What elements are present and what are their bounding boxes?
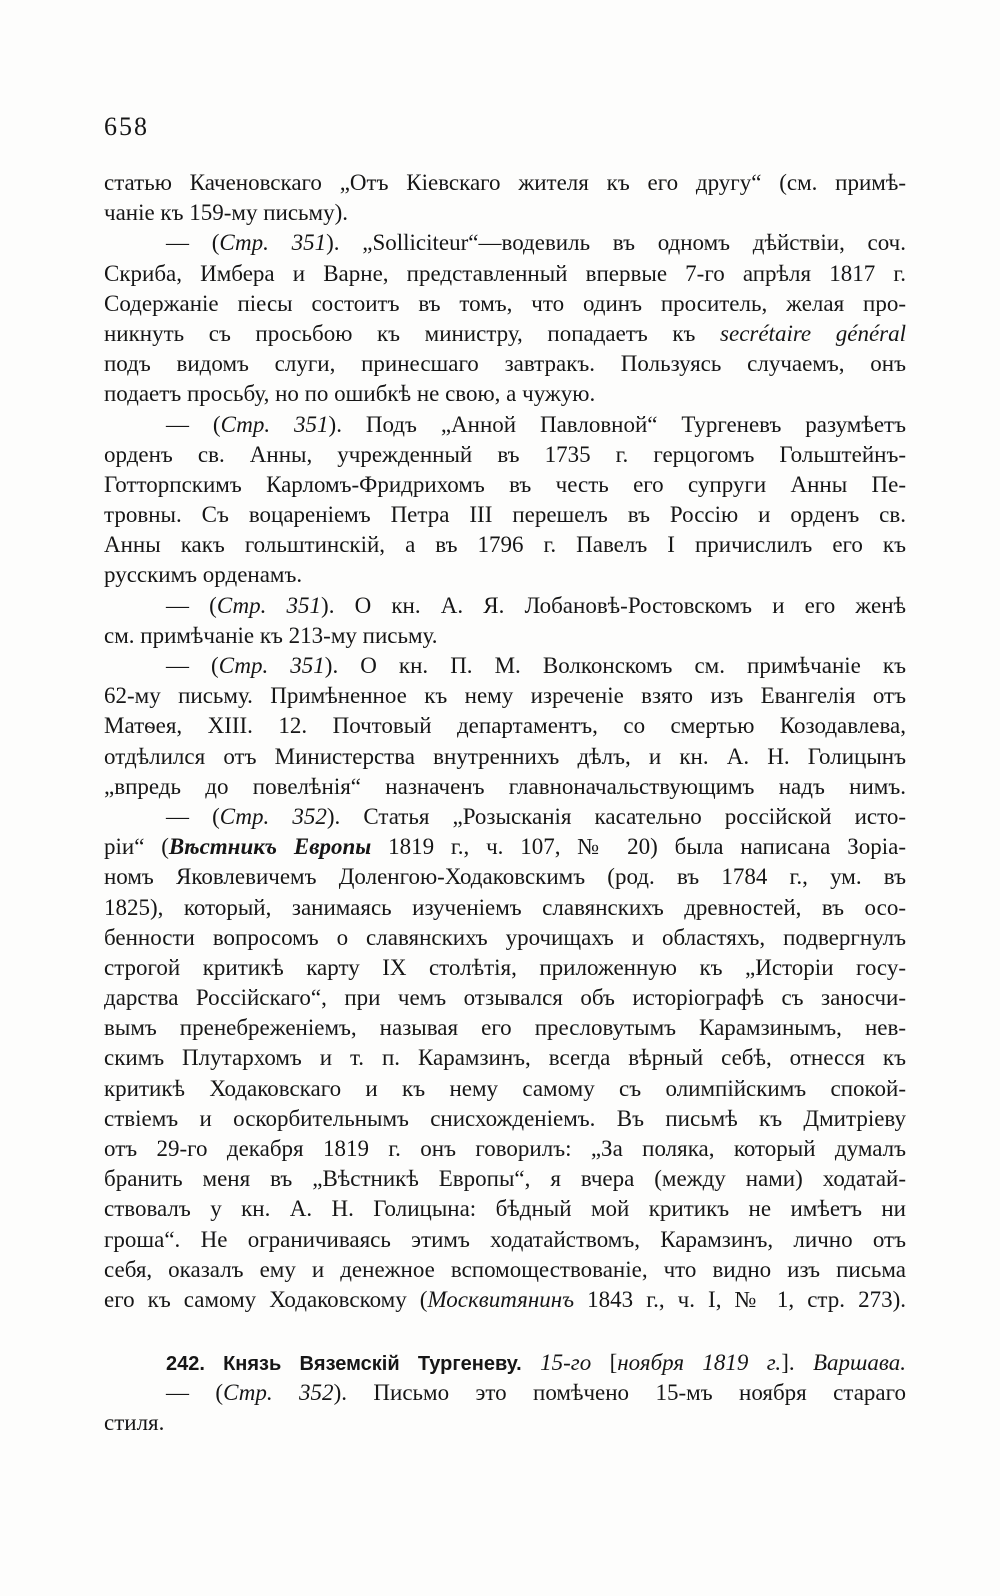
line-text: ріи“ ( xyxy=(104,834,169,860)
line-text: ствовалъ у кн. А. Н. Голицына: бѣдный мой критикъ не имѣетъ ни xyxy=(104,1196,906,1222)
journal-title: Москвитянинъ xyxy=(427,1286,575,1312)
line-text: критикѣ Ходаковскаго и къ нему самому съ олимпійскимъ спокой- xyxy=(104,1075,906,1101)
text-line xyxy=(104,1378,906,1408)
line-text: 62-му письму. Примѣненное къ нему изреченіе взято изъ Евангелія отъ xyxy=(104,683,906,709)
letter-place: Варшава. xyxy=(812,1349,906,1375)
text-line xyxy=(104,1104,906,1134)
text-line xyxy=(104,410,906,440)
line-text: 1819 г., ч. 107, № 20) была написана Зоріа- xyxy=(371,834,906,860)
line-text: — ( xyxy=(166,411,221,437)
line-text: статью Каченовскаго „Отъ Кіевскаго жителя къ его другу“ (см. примѣ- xyxy=(104,170,906,195)
line-text: чаніе къ 159-му письму). xyxy=(104,200,348,226)
line-text: его къ самому Ходаковскому ( xyxy=(104,1286,428,1312)
text-line xyxy=(104,319,906,349)
line-text: Матѳея, XIII. 12. Почтовый департаментъ, со смертью Козодавлева, xyxy=(104,713,906,739)
text-line xyxy=(104,651,906,681)
text-line xyxy=(104,1013,906,1043)
text-line xyxy=(104,1225,906,1255)
line-text: русскимъ орденамъ. xyxy=(104,562,303,588)
text-line xyxy=(104,500,906,530)
page-reference: Стр. 351 xyxy=(216,592,322,618)
line-text: строгой критикѣ карту IX столѣтія, приложенную къ „Исторіи госу- xyxy=(104,954,906,980)
line-text: Анны какъ гольштинскій, а въ 1796 г. Павелъ I причислилъ его къ xyxy=(104,532,906,558)
line-text: Скриба, Имбера и Варне, представленный впервые 7-го апрѣля 1817 г. xyxy=(104,260,906,286)
line-text: [ xyxy=(591,1349,618,1375)
page-reference: Стр. 352 xyxy=(223,1379,334,1405)
line-text: — ( xyxy=(166,592,217,618)
line-text: орденъ св. Анны, учрежденный въ 1735 г. герцогомъ Гольштейнъ- xyxy=(104,441,906,467)
line-text: ). О кн. П. М. Волконскомъ см. примѣчаніе къ xyxy=(324,653,906,678)
text-line xyxy=(104,1134,906,1164)
line-text: ). Подъ „Анной Павловной“ Тургеневъ разумѣетъ xyxy=(328,411,906,437)
page-number: 658 xyxy=(104,112,149,141)
text-line xyxy=(104,621,906,651)
letter-date: ноября 1819 г. xyxy=(617,1349,782,1375)
text-line xyxy=(104,953,906,983)
line-text: ). О кн. А. Я. Лобановѣ-Ростовскомъ и его женѣ xyxy=(321,592,906,618)
text-line xyxy=(104,1043,906,1073)
text-line xyxy=(104,862,906,892)
line-text: себя, оказалъ ему и денежное вспомоществованіе, что видно изъ письма xyxy=(104,1256,906,1282)
line-text: ). Статья „Розысканія касательно россійской исто- xyxy=(326,803,906,829)
line-text: см. примѣчаніе къ 213-му письму. xyxy=(104,622,438,648)
page-reference: Стр. 352 xyxy=(219,803,327,829)
text-line xyxy=(104,349,906,379)
line-text: — ( xyxy=(166,230,220,256)
text-line xyxy=(104,379,906,409)
letter-heading xyxy=(104,1348,906,1378)
line-text: ). „Solliciteur“—водевиль въ одномъ дѣйствіи, соч. xyxy=(326,230,906,256)
text-line xyxy=(104,923,906,953)
text-line xyxy=(104,832,906,862)
line-text: 1843 г., ч. I, № 1, стр. 273). xyxy=(574,1286,906,1312)
text-line xyxy=(104,440,906,470)
text-line xyxy=(104,681,906,711)
text-line xyxy=(104,530,906,560)
foreign-phrase: secrétaire général xyxy=(720,320,906,346)
line-text: Содержаніе піесы состоитъ въ томъ, что одинъ проситель, желая про- xyxy=(104,290,906,316)
line-text: — ( xyxy=(166,1379,224,1405)
text-line xyxy=(104,228,906,258)
line-text: гроша“. Не ограничиваясь этимъ ходатайствомъ, Карамзинъ, лично отъ xyxy=(104,1226,906,1252)
line-text: бранить меня въ „Вѣстникѣ Европы“, я вчера (между нами) ходатай- xyxy=(104,1166,906,1192)
text-line xyxy=(104,893,906,923)
text-line xyxy=(104,1255,906,1285)
text-line xyxy=(104,1408,906,1438)
line-text: 1825), который, занимаясь изученіемъ славянскихъ древностей, въ осо- xyxy=(104,894,906,920)
line-text: никнуть съ просьбою къ министру, попадаетъ къ xyxy=(104,320,721,346)
line-text: бенности вопросомъ о славянскихъ урочищахъ и областяхъ, подвергнулъ xyxy=(104,924,906,950)
line-text: дарства Россійскаго“, при чемъ отзывался объ исторіографѣ съ заносчи- xyxy=(104,985,906,1011)
line-text: ]. xyxy=(781,1349,813,1375)
text-line xyxy=(104,1164,906,1194)
text-line xyxy=(104,470,906,500)
line-text: ствіемъ и оскорбительнымъ снисхожденіемъ. Въ письмѣ къ Дмитріеву xyxy=(104,1105,906,1131)
text-line xyxy=(104,802,906,832)
text-line xyxy=(104,168,906,198)
text-line xyxy=(104,560,906,590)
text-line xyxy=(104,772,906,802)
text-line xyxy=(104,983,906,1013)
letter-title: 242. Князь Вяземскій Тургеневу. xyxy=(166,1352,522,1375)
line-text: стиля. xyxy=(104,1409,165,1435)
line-text: номъ Яковлевичемъ Доленгою-Ходаковскимъ (род. въ 1784 г., ум. въ xyxy=(104,864,906,890)
text-line xyxy=(104,591,906,621)
line-text: ). Письмо это помѣчено 15-мъ ноября стараго xyxy=(333,1379,906,1405)
text-line xyxy=(104,711,906,741)
page-reference: Стр. 351 xyxy=(219,230,327,256)
line-text: „впредь до повелѣнія“ назначенъ главноначальствующимъ надъ нимъ. xyxy=(104,773,906,799)
line-text: — ( xyxy=(166,803,220,829)
text-line xyxy=(104,1074,906,1104)
line-text: Готторпскимъ Карломъ-Фридрихомъ въ честь его супруги Анны Пе- xyxy=(104,471,906,497)
text-line xyxy=(104,198,906,228)
text-line xyxy=(104,1285,906,1315)
line-text: подаетъ просьбу, но по ошибкѣ не свою, а чужую. xyxy=(104,381,596,407)
line-text: отдѣлился отъ Министерства внутреннихъ дѣлъ, и кн. А. Н. Голицынъ xyxy=(104,743,906,769)
text-line xyxy=(104,1194,906,1224)
line-text: вымъ пренебреженіемъ, называя его пресловутымъ Карамзинымъ, нев- xyxy=(104,1015,906,1041)
line-text: скимъ Плутархомъ и т. п. Карамзинъ, всегда вѣрный себѣ, отнесся къ xyxy=(104,1045,906,1071)
text-line xyxy=(104,259,906,289)
text-line xyxy=(104,742,906,772)
page-body xyxy=(104,168,906,1438)
page-reference: Стр. 351 xyxy=(218,653,325,678)
line-text: тровны. Съ воцареніемъ Петра III перешелъ въ Россію и орденъ св. xyxy=(104,502,906,528)
page-reference: Стр. 351 xyxy=(220,411,329,437)
line-text: отъ 29-го декабря 1819 г. онъ говорилъ: „За поляка, который думалъ xyxy=(104,1136,906,1161)
line-text: — ( xyxy=(166,653,219,678)
text-line xyxy=(104,289,906,319)
letter-date: 15-го xyxy=(521,1349,592,1375)
journal-title: Вѣстникъ Европы xyxy=(168,834,372,860)
line-text: подъ видомъ слуги, принесшаго завтракъ. Пользуясь случаемъ, онъ xyxy=(104,351,906,377)
